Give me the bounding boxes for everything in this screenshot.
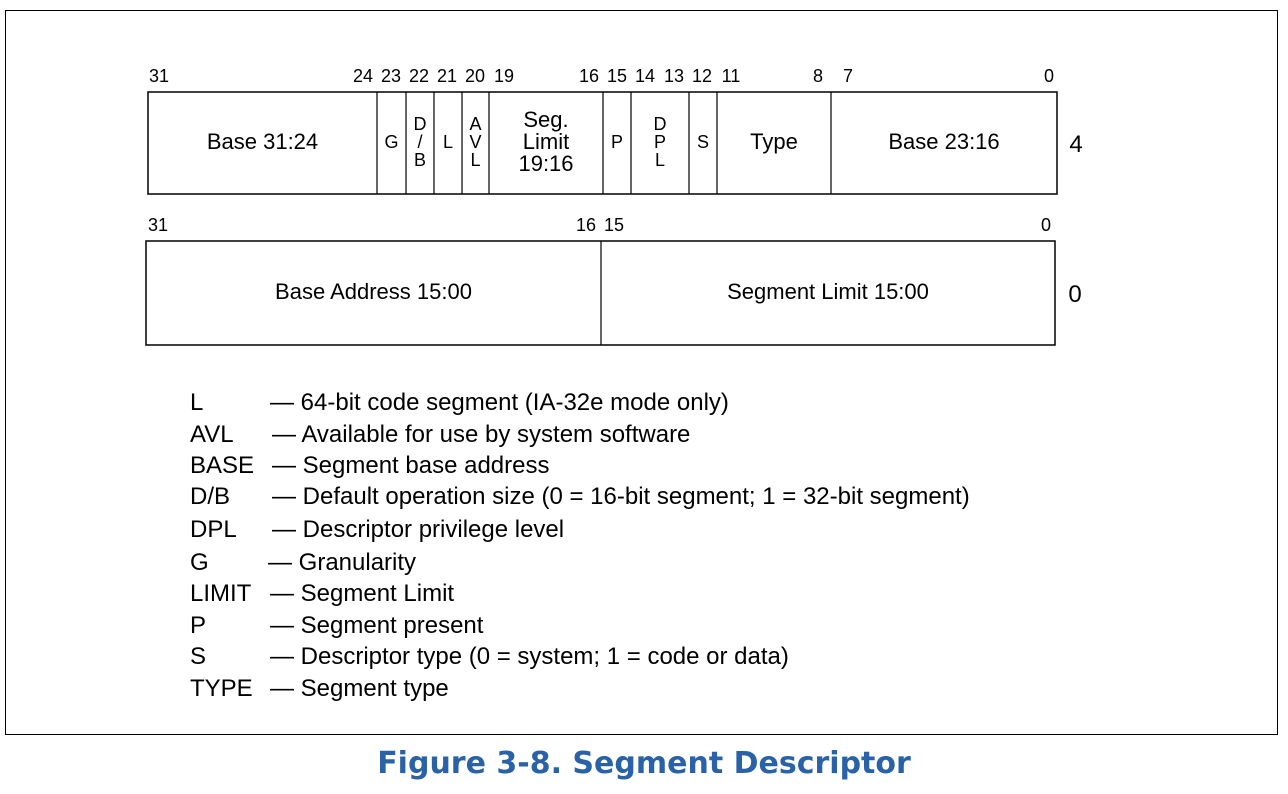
- bit-label: 0: [1040, 214, 1052, 235]
- bit-label: 16: [575, 214, 597, 235]
- legend-key: TYPE: [190, 675, 253, 702]
- field-s: S: [696, 131, 710, 152]
- legend-key: LIMIT: [190, 580, 252, 607]
- field-segment-limit-15-00: Segment Limit 15:00: [727, 278, 929, 304]
- legend-description: — Segment present: [270, 612, 484, 639]
- field-seg-limit-19-16: Seg. Limit 19:16: [518, 106, 574, 176]
- bit-label: 16: [578, 65, 600, 86]
- figure-caption: Figure 3-8. Segment Descriptor: [377, 746, 911, 781]
- dword-offset-label: 4: [1069, 131, 1083, 159]
- field-g: G: [384, 131, 399, 152]
- bit-label: 8: [812, 65, 824, 86]
- legend-description: — Segment type: [270, 675, 449, 702]
- bit-label: 20: [464, 65, 486, 86]
- bit-label: 7: [842, 65, 854, 86]
- field-d-b: D / B: [413, 113, 427, 170]
- field-a-v-l: A V L: [469, 113, 482, 170]
- legend-description: — 64-bit code segment (IA-32e mode only): [270, 389, 729, 416]
- field-l: L: [442, 131, 454, 152]
- legend-key: P: [190, 612, 207, 639]
- bit-label: 24: [352, 65, 374, 86]
- field-base-23-16: Base 23:16: [888, 128, 1000, 154]
- field-p: P: [610, 131, 624, 152]
- bit-label: 11: [721, 65, 741, 86]
- legend-key: L: [190, 389, 204, 416]
- legend-description: — Segment Limit: [270, 580, 455, 607]
- legend-key: DPL: [190, 516, 237, 543]
- field-base-31-24: Base 31:24: [206, 128, 319, 154]
- legend-description: — Descriptor privilege level: [272, 516, 565, 543]
- bit-label: 15: [603, 214, 625, 235]
- legend-key: AVL: [190, 421, 234, 448]
- bit-label: 21: [436, 65, 458, 86]
- legend-key: BASE: [190, 452, 255, 479]
- field-base-address-15-00: Base Address 15:00: [275, 278, 472, 304]
- legend-description: — Segment base address: [272, 452, 550, 479]
- lower-dword: [146, 215, 1082, 345]
- bit-label: 22: [408, 65, 430, 86]
- legend-key: S: [190, 643, 207, 670]
- bit-label: 31: [147, 214, 169, 235]
- bit-label: 14: [634, 65, 656, 86]
- dword-offset-label: 0: [1068, 281, 1082, 309]
- bit-label: 15: [606, 65, 628, 86]
- legend-description: — Granularity: [268, 549, 417, 576]
- legend-description: — Default operation size (0 = 16-bit segment; 1 = 32-bit segment): [272, 483, 970, 510]
- legend-description: — Available for use by system software: [272, 421, 691, 448]
- upper-dword: [148, 66, 1083, 194]
- bit-label: 0: [1043, 65, 1055, 86]
- bit-label: 31: [148, 65, 170, 86]
- legend-key: D/B: [190, 483, 231, 510]
- bit-label: 19: [493, 65, 515, 86]
- bit-label: 23: [380, 65, 402, 86]
- field-d-p-l: D P L: [653, 113, 667, 170]
- bit-label: 12: [691, 65, 713, 86]
- bit-label: 13: [663, 65, 685, 86]
- legend-description: — Descriptor type (0 = system; 1 = code or data): [270, 643, 789, 670]
- legend-key: G: [190, 549, 209, 576]
- field-type: Type: [750, 128, 798, 154]
